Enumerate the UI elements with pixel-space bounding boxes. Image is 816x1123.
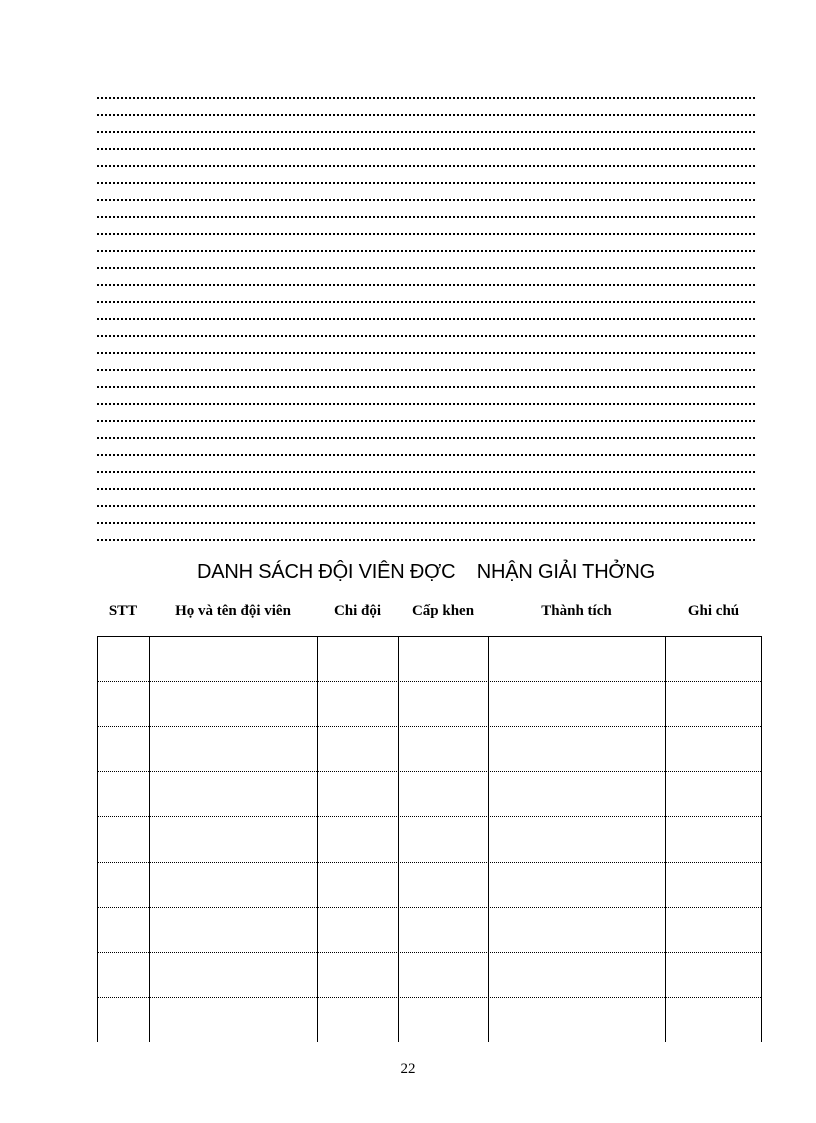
dotted-line bbox=[97, 405, 755, 422]
dotted-line bbox=[97, 116, 755, 133]
header-award-level: Cấp khen bbox=[411, 603, 475, 619]
table-row bbox=[98, 637, 761, 682]
dotted-line bbox=[97, 82, 755, 99]
dotted-line bbox=[97, 218, 755, 235]
dotted-line bbox=[97, 252, 755, 269]
table-row bbox=[98, 998, 761, 1043]
dotted-line bbox=[97, 337, 755, 354]
dotted-writing-lines bbox=[97, 82, 755, 541]
dotted-line bbox=[97, 439, 755, 456]
header-notes: Ghi chú bbox=[687, 603, 740, 619]
dotted-line bbox=[97, 99, 755, 116]
list-title: DANH SÁCH ĐỘI VIÊN ĐỢC NHẬN GIẢI THỞNG bbox=[196, 561, 655, 583]
column-divider bbox=[317, 637, 318, 1042]
dotted-line bbox=[97, 524, 755, 541]
dotted-line bbox=[97, 150, 755, 167]
table-row bbox=[98, 863, 761, 908]
column-divider bbox=[398, 637, 399, 1042]
dotted-line bbox=[97, 184, 755, 201]
table-header bbox=[97, 603, 762, 627]
table-row bbox=[98, 727, 761, 772]
header-achievement: Thành tích bbox=[541, 603, 612, 619]
table-row bbox=[98, 682, 761, 727]
dotted-line bbox=[97, 286, 755, 303]
dotted-line bbox=[97, 235, 755, 252]
table-row bbox=[98, 908, 761, 953]
dotted-line bbox=[97, 507, 755, 524]
dotted-line bbox=[97, 303, 755, 320]
awards-table bbox=[97, 636, 762, 1042]
header-squad: Chi đội bbox=[333, 603, 382, 619]
column-divider bbox=[665, 637, 666, 1042]
table-row bbox=[98, 772, 761, 817]
dotted-line bbox=[97, 422, 755, 439]
dotted-line bbox=[97, 133, 755, 150]
dotted-line bbox=[97, 388, 755, 405]
dotted-line bbox=[97, 490, 755, 507]
dotted-line bbox=[97, 473, 755, 490]
dotted-line bbox=[97, 320, 755, 337]
table-row bbox=[98, 817, 761, 862]
dotted-line bbox=[97, 167, 755, 184]
column-divider bbox=[149, 637, 150, 1042]
page-number: 22 bbox=[400, 1061, 416, 1077]
dotted-line bbox=[97, 371, 755, 388]
dotted-line bbox=[97, 456, 755, 473]
dotted-line bbox=[97, 354, 755, 371]
header-stt: STT bbox=[108, 603, 138, 619]
dotted-line bbox=[97, 201, 755, 218]
dotted-line bbox=[97, 269, 755, 286]
table-row bbox=[98, 953, 761, 998]
header-full-name: Họ và tên đội viên bbox=[175, 603, 291, 619]
column-divider bbox=[488, 637, 489, 1042]
